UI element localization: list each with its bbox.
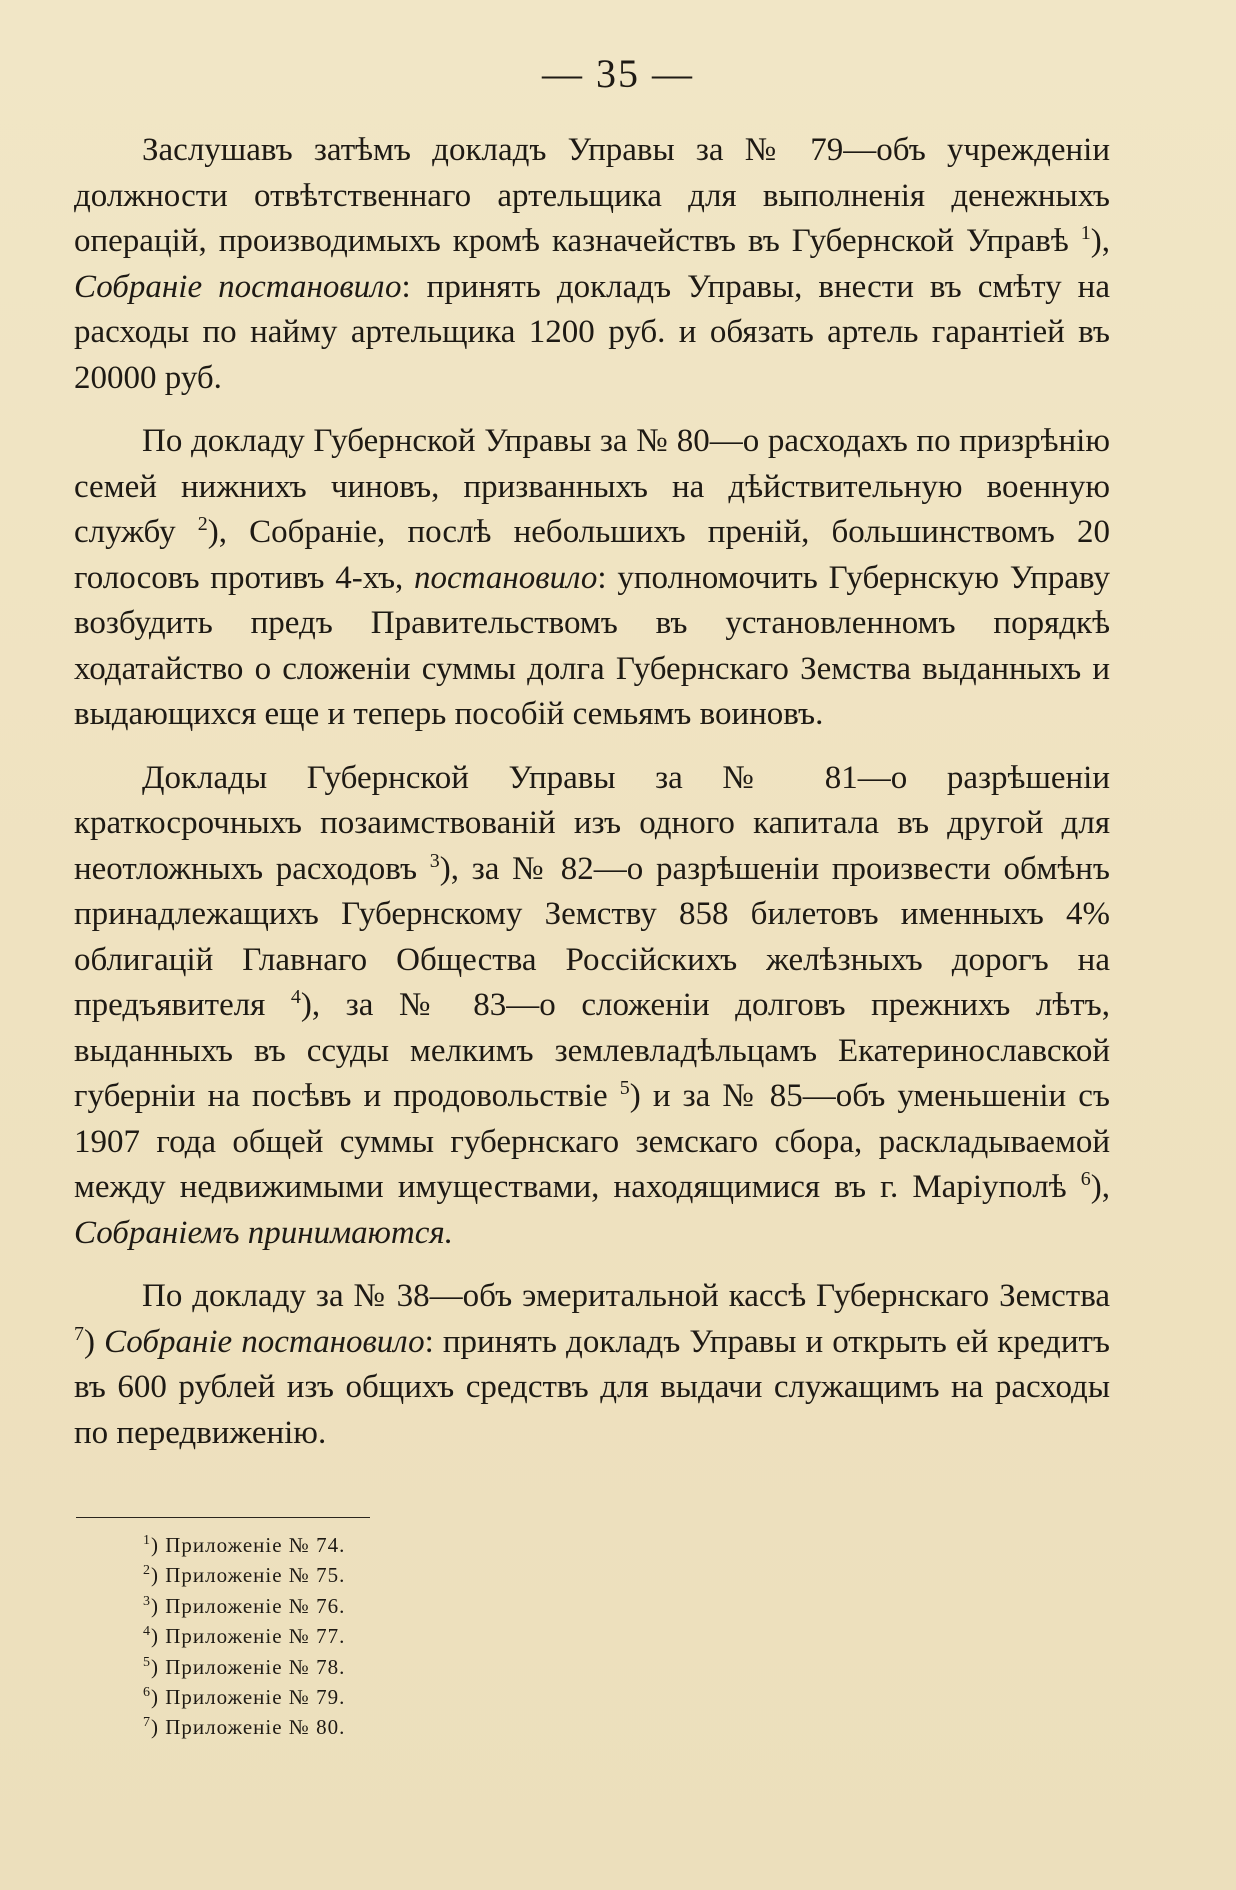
text-run: Заслушавъ затѣмъ докладъ Управы за № 79—объ учрежденіи должности отвѣтственнаго артельщика для выполненія денежныхъ операцій, производимыхъ кромѣ казначействъ въ Губернской Управѣ	[74, 132, 1110, 259]
body-text	[74, 128, 1110, 1474]
footnotes-list	[143, 1530, 345, 1743]
paragraph	[74, 128, 1110, 401]
footnote-mark: 1	[143, 1533, 151, 1548]
footnote-ref: 1	[1080, 222, 1091, 244]
text-run: ),	[1090, 223, 1110, 259]
text-run: ), за № 82—о разрѣшеніи произвести обмѣнъ принадлежащихъ Губернскому Земству 858 билетовъ именныхъ 4% облигацій Главнаго Общества Россійскихъ желѣзныхъ дорогъ на предъявителя	[74, 850, 1110, 1023]
text-run: Доклады Губернской Управы за № 81—о разрѣшеніи краткосрочныхъ позаимствованій изъ одного капитала въ другой для неотложныхъ расходовъ	[74, 759, 1110, 887]
text-run: ), Собраніе, послѣ небольшихъ преній, большинствомъ 20 голосовъ противъ 4-хъ,	[74, 514, 1110, 596]
footnote-ref: 5	[619, 1077, 630, 1099]
footnote-text: Приложеніе № 74.	[165, 1533, 346, 1557]
footnote-ref: 3	[429, 849, 440, 872]
footnote-divider	[76, 1517, 370, 1518]
footnote-ref: 6	[1080, 1168, 1091, 1190]
text-run: )	[84, 1323, 105, 1360]
footnote: $^3$) Приложеніе № 76.	[143, 1593, 346, 1618]
footnote: $^6$) Приложеніе № 79.	[143, 1685, 346, 1710]
paragraph	[74, 419, 1110, 738]
paragraph	[74, 756, 1110, 1257]
footnote-text: Приложеніе № 79.	[165, 1685, 346, 1710]
footnote-text: Приложеніе № 78.	[165, 1654, 346, 1679]
footnote: $^5$) Приложеніе № 78.	[143, 1654, 346, 1679]
emphasis-text: Собраніе постановило	[104, 1323, 425, 1360]
footnote-mark: 6	[143, 1685, 151, 1701]
text-run: По докладу за № 38—объ эмеритальной кассѣ Губернскаго Земства	[142, 1278, 1110, 1314]
footnote: $^7$) Приложеніе № 80.	[143, 1715, 346, 1740]
text-run: ), за № 83—о сложеніи долговъ прежнихъ лѣтъ, выданныхъ въ ссуды мелкимъ землевладѣльцамъ Екатеринославской губерніи на посѣвъ и продовольствіе	[74, 987, 1110, 1114]
page-number: — 35 —	[542, 51, 694, 96]
footnote-mark: 2	[143, 1563, 151, 1579]
footnote-ref: 4	[290, 986, 301, 1008]
text-run: ) и за № 85—объ уменьшеніи съ 1907 года общей суммы губернскаго земскаго сбора, раскладываемой между недвижимыми имуществами, находящимися въ г. Маріуполѣ	[74, 1078, 1110, 1205]
footnote-text: Приложеніе № 77.	[165, 1624, 346, 1649]
footnote-mark: 3	[143, 1593, 151, 1609]
footnote-mark: 7	[143, 1715, 151, 1731]
emphasis-text: Собраніе постановило	[74, 268, 402, 305]
text-run: ),	[1090, 1169, 1110, 1205]
footnote-mark: 4	[143, 1624, 151, 1640]
footnote-text: Приложеніе № 76.	[165, 1593, 346, 1618]
footnote-ref: 7	[74, 1322, 84, 1345]
text-run: По докладу Губернской Управы за № 80—о расходахъ по призрѣнію семей нижнихъ чиновъ, призванныхъ на дѣйствительную военную службу	[74, 423, 1110, 550]
emphasis-text: Собраніемъ принимаются.	[74, 1214, 453, 1251]
footnote: $^2$) Приложеніе № 75.	[143, 1563, 346, 1588]
footnote: $^1$) Приложеніе № 74.	[143, 1533, 346, 1557]
footnote: $^4$) Приложеніе № 77.	[143, 1624, 346, 1649]
emphasis-text: постановило	[414, 559, 598, 596]
footnote-mark: 5	[143, 1654, 151, 1670]
text-run: : уполномочить Губернскую Управу возбудить предъ Правительствомъ въ установленномъ порядкѣ ходатайство о сложеніи суммы долга Губернскаго Земства выданныхъ и выдающихся еще и теперь пособій семьямъ воиновъ.	[74, 559, 1110, 732]
text-run: : принять докладъ Управы и открыть ей кредитъ въ 600 рублей изъ общихъ средствъ для выдачи служащимъ на расходы по передвиженію.	[74, 1323, 1110, 1451]
footnote-text: Приложеніе № 80.	[165, 1715, 346, 1740]
paragraph	[74, 1274, 1110, 1456]
footnote-ref: 2	[197, 513, 208, 535]
text-run: : принять докладъ Управы, внести въ смѣту на расходы по найму артельщика 1200 руб. и обязать артель гарантіей въ 20000 руб.	[74, 268, 1110, 396]
footnote-text: Приложеніе № 75.	[165, 1563, 346, 1588]
